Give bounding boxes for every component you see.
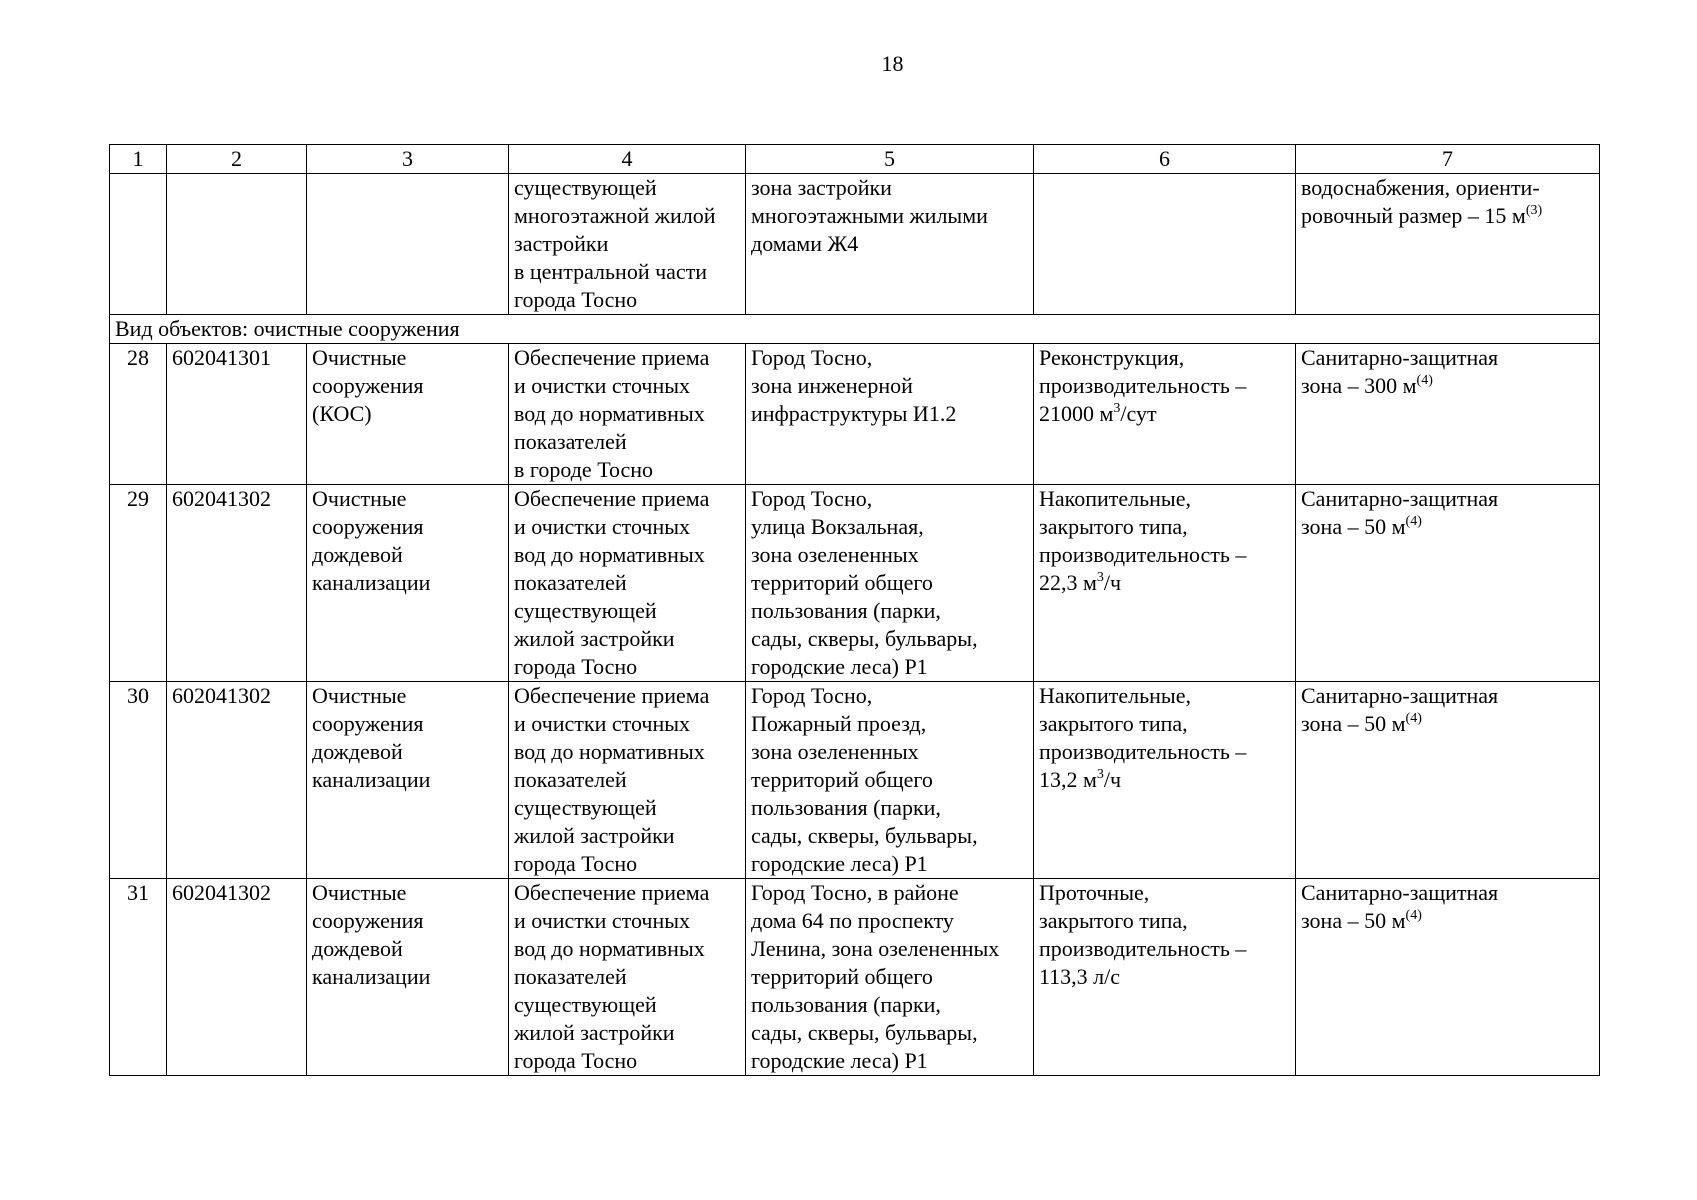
- zone-text: Санитарно-защитная зона – 50 м: [1301, 486, 1499, 539]
- zone-text: водоснабжения, ориенти- ровочный размер – 15 м: [1301, 175, 1540, 228]
- cell-characteristics: [1034, 879, 1296, 1076]
- column-number-header: 4: [509, 145, 746, 174]
- cell-zone: [1296, 879, 1600, 1076]
- characteristics-text: Проточные, закрытого типа, производительность – 113,3 л/с: [1039, 880, 1247, 989]
- cell-location: Город Тосно, улица Вокзальная, зона озелененных территорий общего пользования (парки, сады, скверы, бульвары, городские леса) Р1: [746, 485, 1034, 682]
- cell-location: Город Тосно, зона инженерной инфраструктуры И1.2: [746, 344, 1034, 485]
- cell-code: 602041302: [167, 682, 307, 879]
- continuation-row: [110, 174, 1600, 315]
- column-number-header: 1: [110, 145, 167, 174]
- unit-superscript: 3: [1096, 570, 1104, 585]
- cell-zone: [1296, 682, 1600, 879]
- cell-purpose: существующей многоэтажной жилой застройки в центральной части города Тосно: [509, 174, 746, 315]
- characteristics-text: Накопительные, закрытого типа, производительность – 13,2 м: [1039, 683, 1247, 792]
- footnote-mark: (3): [1525, 203, 1543, 218]
- cell-zone: [1296, 174, 1600, 315]
- characteristics-unit: /сут: [1120, 401, 1157, 426]
- table-row: [110, 485, 1600, 682]
- cell-location: Город Тосно, Пожарный проезд, зона озелененных территорий общего пользования (парки, сады, скверы, бульвары, городские леса) Р1: [746, 682, 1034, 879]
- footnote-mark: (4): [1405, 711, 1422, 726]
- table-row: [110, 344, 1600, 485]
- cell-name: [307, 174, 509, 315]
- objects-table: [109, 144, 1600, 1076]
- section-title: Вид объектов: очистные сооружения: [110, 315, 1600, 344]
- zone-text: Санитарно-защитная зона – 50 м: [1301, 683, 1499, 736]
- table-header-row: [110, 145, 1600, 174]
- cell-purpose: Обеспечение приема и очистки сточных вод до нормативных показателей существующей жилой застройки города Тосно: [509, 682, 746, 879]
- cell-zone: [1296, 344, 1600, 485]
- footnote-mark: (4): [1405, 514, 1422, 529]
- characteristics-unit: /ч: [1103, 570, 1122, 595]
- cell-purpose: Обеспечение приема и очистки сточных вод до нормативных показателей в городе Тосно: [509, 344, 746, 485]
- cell-name: Очистные сооружения (КОС): [307, 344, 509, 485]
- cell-name: Очистные сооружения дождевой канализации: [307, 682, 509, 879]
- zone-text: Санитарно-защитная зона – 300 м: [1301, 345, 1499, 398]
- section-row: [110, 315, 1600, 344]
- cell-number: 28: [110, 344, 167, 485]
- table-row: [110, 682, 1600, 879]
- cell-characteristics: [1034, 485, 1296, 682]
- cell-name: Очистные сооружения дождевой канализации: [307, 879, 509, 1076]
- page-number: 18: [881, 51, 904, 76]
- cell-number: 29: [110, 485, 167, 682]
- column-number-header: 2: [167, 145, 307, 174]
- cell-code: 602041302: [167, 485, 307, 682]
- cell-code: 602041301: [167, 344, 307, 485]
- footnote-mark: (4): [1405, 908, 1422, 923]
- cell-number: [110, 174, 167, 315]
- footnote-mark: (4): [1416, 373, 1433, 388]
- column-number-header: 7: [1296, 145, 1600, 174]
- unit-superscript: 3: [1113, 401, 1121, 416]
- column-number-header: 5: [746, 145, 1034, 174]
- cell-characteristics: [1034, 682, 1296, 879]
- characteristics-text: Накопительные, закрытого типа, производительность – 22,3 м: [1039, 486, 1247, 595]
- cell-characteristics: [1034, 174, 1296, 315]
- characteristics-text: Реконструкция, производительность – 21000 м: [1039, 345, 1247, 426]
- column-number-header: 3: [307, 145, 509, 174]
- cell-purpose: Обеспечение приема и очистки сточных вод до нормативных показателей существующей жилой застройки города Тосно: [509, 485, 746, 682]
- cell-zone: [1296, 485, 1600, 682]
- cell-location: Город Тосно, в районе дома 64 по проспекту Ленина, зона озелененных территорий общего пользования (парки, сады, скверы, бульвары, городские леса) Р1: [746, 879, 1034, 1076]
- table-row: [110, 879, 1600, 1076]
- cell-name: Очистные сооружения дождевой канализации: [307, 485, 509, 682]
- zone-text: Санитарно-защитная зона – 50 м: [1301, 880, 1499, 933]
- cell-characteristics: [1034, 344, 1296, 485]
- unit-superscript: 3: [1096, 767, 1104, 782]
- cell-code: 602041302: [167, 879, 307, 1076]
- cell-number: 31: [110, 879, 167, 1076]
- column-number-header: 6: [1034, 145, 1296, 174]
- cell-number: 30: [110, 682, 167, 879]
- characteristics-unit: /ч: [1103, 767, 1122, 792]
- cell-purpose: Обеспечение приема и очистки сточных вод до нормативных показателей существующей жилой застройки города Тосно: [509, 879, 746, 1076]
- cell-location: зона застройки многоэтажными жилыми домами Ж4: [746, 174, 1034, 315]
- cell-code: [167, 174, 307, 315]
